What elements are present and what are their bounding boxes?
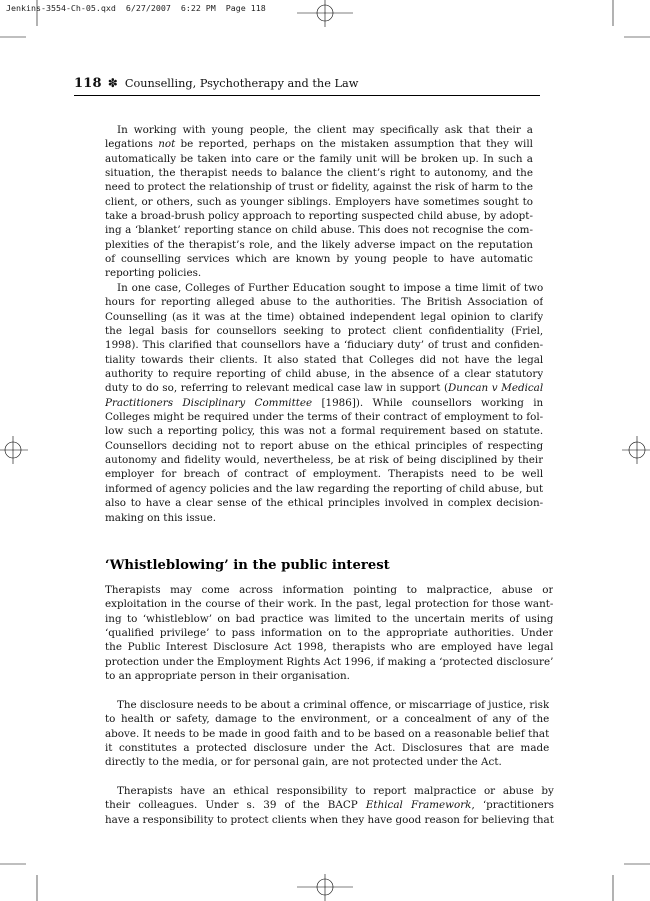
text-line: automatically be taken into care or the family unit will be broken up. In such a <box>105 152 533 165</box>
text-line: ‘qualified privilege’ to pass information on to the appropriate authorities. Under <box>105 627 554 640</box>
text-line: ing to ‘whistleblow’ on bad practice was limited to the uncertain merits of using <box>105 612 554 625</box>
text-line: to health or safety, damage to the environment, or a concealment of any of the <box>105 713 550 726</box>
text-line: their colleagues. Under s. 39 of the BACP Ethical Framework, ‘practitioners <box>105 799 554 812</box>
print-slug: Jenkins-3554-Ch-05.qxd 6/27/2007 6:22 PM Page 118 <box>6 3 266 13</box>
text-line: autonomy and fidelity would, nevertheless, be at risk of being disciplined by their <box>105 454 544 467</box>
text-line: exploitation in the course of their work. In the past, legal protection for those want- <box>105 598 554 611</box>
text-line: of counselling services which are known by young people to have automatic <box>105 253 533 266</box>
text-line: Therapists have an ethical responsibility to report malpractice or abuse by <box>117 785 554 797</box>
text-line: situation, the therapist needs to balance the client’s right to autonomy, and the <box>105 167 533 180</box>
text-line: 1998). This clarified that counsellors have a ‘fiduciary duty’ of trust and confiden- <box>105 339 544 352</box>
paragraph <box>105 784 554 827</box>
text-line: reporting policies. <box>105 267 202 280</box>
registration-mark-top <box>297 0 353 27</box>
text-line: tiality towards their clients. It also stated that Colleges did not have the legal <box>105 353 544 366</box>
text-line: Counsellors deciding not to report abuse on the ethical principles of respecting <box>105 439 544 452</box>
text-line: low such a reporting policy, this was not a formal requirement based on statute. <box>105 425 544 438</box>
text-line: making on this issue. <box>105 511 217 524</box>
text-line: client, or others, such as younger siblings. Employers have sometimes sought to <box>105 195 533 208</box>
text-line: have a responsibility to protect clients when they have good reason for believing that <box>105 813 554 826</box>
text-line: it constitutes a protected disclosure under the Act. Disclosures that are made <box>105 742 550 755</box>
text-line: authority to require reporting of child abuse, in the absence of a clear statutory <box>105 368 544 381</box>
text-line: Counselling (as it was at the time) obtained independent legal opinion to clarify <box>105 310 544 323</box>
text-line: to an appropriate person in their organisation. <box>105 670 350 683</box>
text-line: informed of agency policies and the law regarding the reporting of child abuse, but <box>105 482 544 495</box>
text-line: hours for reporting alleged abuse to the authorities. The British Association of <box>105 296 544 309</box>
text-line: the legal basis for counsellors seeking to protect client confidentiality (Friel, <box>105 325 544 338</box>
text-line: the Public Interest Disclosure Act 1998, therapists who are employed have legal <box>105 641 554 654</box>
header-rule <box>74 95 540 96</box>
running-title: Counselling, Psychotherapy and the Law <box>124 77 359 90</box>
paragraph <box>105 698 549 770</box>
registration-mark-left <box>0 436 28 464</box>
text-line: The disclosure needs to be about a criminal offence, or miscarriage of justice, risk <box>117 699 550 711</box>
text-line: ing a ‘blanket’ reporting stance on child abuse. This does not recognise the com- <box>105 224 533 237</box>
text-line: protection under the Employment Rights Act 1996, if making a ‘protected disclosure’ <box>105 655 554 668</box>
text-line: legations not be reported, perhaps on the mistaken assumption that they will <box>105 138 533 151</box>
text-line: above. It needs to be made in good faith and to be based on a reasonable belief that <box>105 727 550 740</box>
section-heading: ‘Whistleblowing’ in the public interest <box>105 558 390 573</box>
paragraph <box>105 281 543 525</box>
text-line: employer for breach of contract of employment. Therapists need to be well <box>105 468 544 481</box>
text-line: duty to do so, referring to relevant medical case law in support (Duncan v Medical <box>105 382 544 395</box>
text-line: Practitioners Disciplinary Committee [1986]). While counsellors working in <box>105 396 544 409</box>
text-line: take a broad-brush policy approach to reporting suspected child abuse, by adopt- <box>105 210 533 223</box>
text-line: plexities of the therapist’s role, and the likely adverse impact on the reputation <box>105 238 533 251</box>
registration-mark-bottom <box>297 874 353 901</box>
paragraph <box>105 123 533 281</box>
text-line: Colleges might be required under the terms of their contract of employment to fol- <box>105 411 544 424</box>
text-line: Therapists may come across information pointing to malpractice, abuse or <box>105 584 554 596</box>
paragraph <box>105 583 553 683</box>
registration-mark-right <box>622 436 650 464</box>
text-line: directly to the media, or for personal gain, are not protected under the Act. <box>105 756 502 769</box>
text-line: also to have a clear sense of the ethical principles involved in complex decision- <box>105 497 544 510</box>
page-number: 118 <box>74 76 102 91</box>
separator-icon: ✽ <box>107 76 118 90</box>
text-line: In one case, Colleges of Further Education sought to impose a time limit of two <box>117 282 544 294</box>
text-line: In working with young people, the client may specifically ask that their a <box>117 124 533 136</box>
running-header <box>74 76 540 91</box>
text-line: need to protect the relationship of trust or fidelity, against the risk of harm to the <box>105 181 533 194</box>
